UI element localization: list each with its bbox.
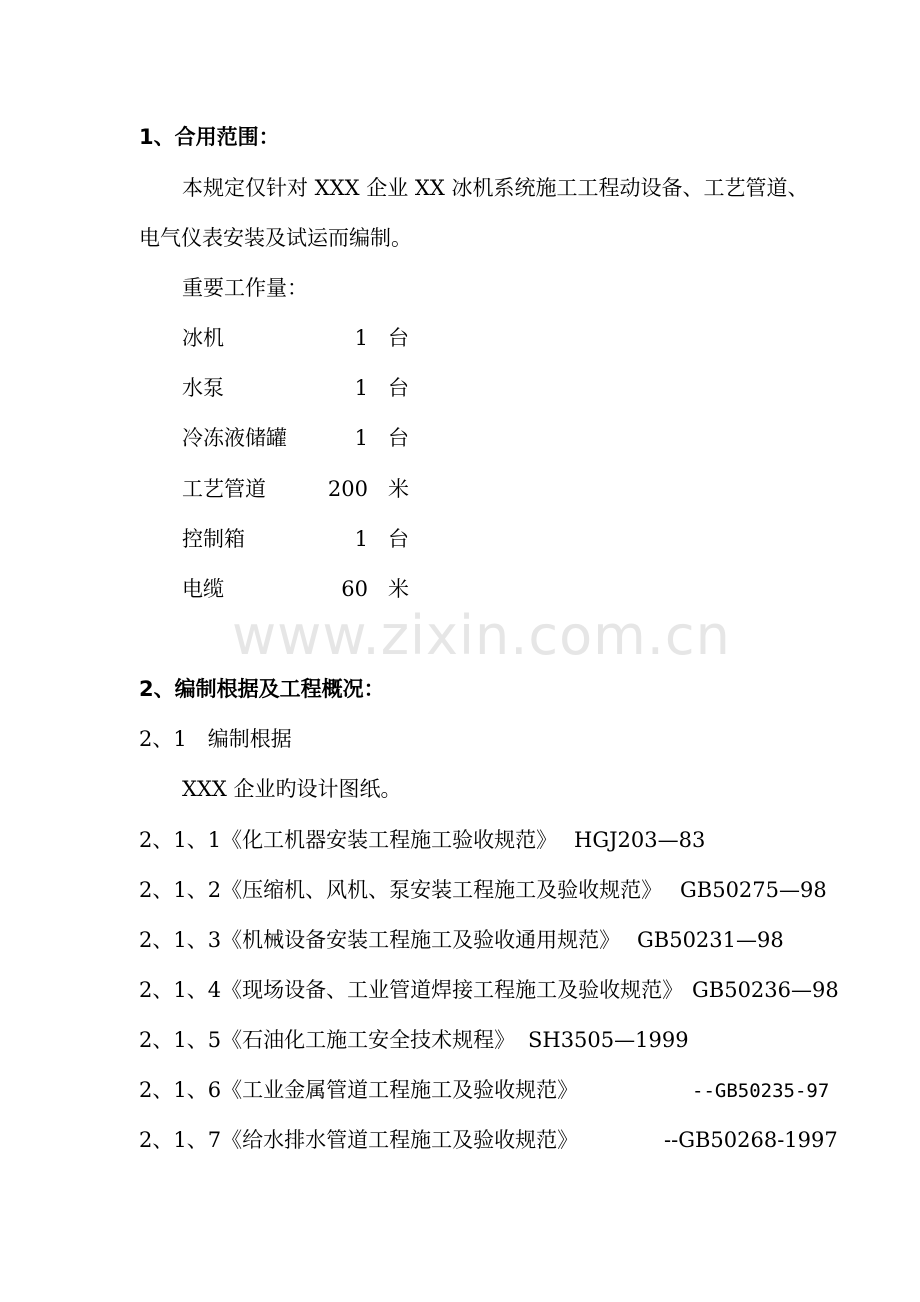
section2-subheading: 2、1 编制根据 [139,727,292,751]
workload-item-name: 冷冻液储罐 [182,426,287,450]
section1-paragraph-line2: 电气仪表安装及试运而编制。 [139,226,412,250]
workload-item-name: 冰机 [182,326,224,350]
workload-item-unit: 台 [388,426,409,450]
workload-item-qty: 1 [354,426,368,450]
reference-title: 2、1、6《工业金属管道工程施工及验收规范》 [139,1078,579,1102]
workload-item-unit: 台 [388,527,409,551]
workload-item-qty: 60 [341,577,368,601]
section1-heading: 1、合用范围： [139,125,280,149]
reference-title: 2、1、4《现场设备、工业管道焊接工程施工及验收规范》 [139,978,684,1002]
workload-item-unit: 米 [388,477,409,501]
workload-item-qty: 1 [354,326,368,350]
workload-item-qty: 200 [327,477,368,501]
section2-heading: 2、编制根据及工程概况： [139,677,385,701]
reference-title: 2、1、3《机械设备安装工程施工及验收通用规范》 [139,928,621,952]
workload-item-unit: 米 [388,577,409,601]
workload-item-qty: 1 [354,376,368,400]
reference-code: GB50231—98 [637,928,784,952]
reference-title: 2、1、1《化工机器安装工程施工验收规范》 [139,828,558,852]
workload-item-name: 控制箱 [182,527,245,551]
workload-item-qty: 1 [354,527,368,551]
reference-title: 2、1、7《给水排水管道工程施工及验收规范》 [139,1128,579,1152]
workload-item-unit: 台 [388,326,409,350]
reference-code: --GB50235-97 [692,1080,830,1102]
reference-code: GB50275—98 [680,878,827,902]
reference-title: 2、1、5《石油化工施工安全技术规程》 [139,1028,516,1052]
reference-code: HGJ203—83 [574,828,706,852]
reference-code: SH3505—1999 [528,1028,689,1052]
workload-item-name: 工艺管道 [182,477,266,501]
reference-code: GB50236—98 [692,978,839,1002]
reference-code: --GB50268-1997 [664,1128,838,1152]
workload-title: 重要工作量： [182,276,308,300]
workload-item-name: 水泵 [182,376,224,400]
section2-intro: XXX 企业旳设计图纸。 [182,777,402,801]
watermark: www.zixin.com.cn [232,604,731,667]
workload-item-name: 电缆 [182,577,224,601]
workload-item-unit: 台 [388,376,409,400]
section1-paragraph-line1: 本规定仅针对 XXX 企业 XX 冰机系统施工工程动设备、工艺管道、 [182,176,809,200]
reference-title: 2、1、2《压缩机、风机、泵安装工程施工及验收规范》 [139,878,663,902]
